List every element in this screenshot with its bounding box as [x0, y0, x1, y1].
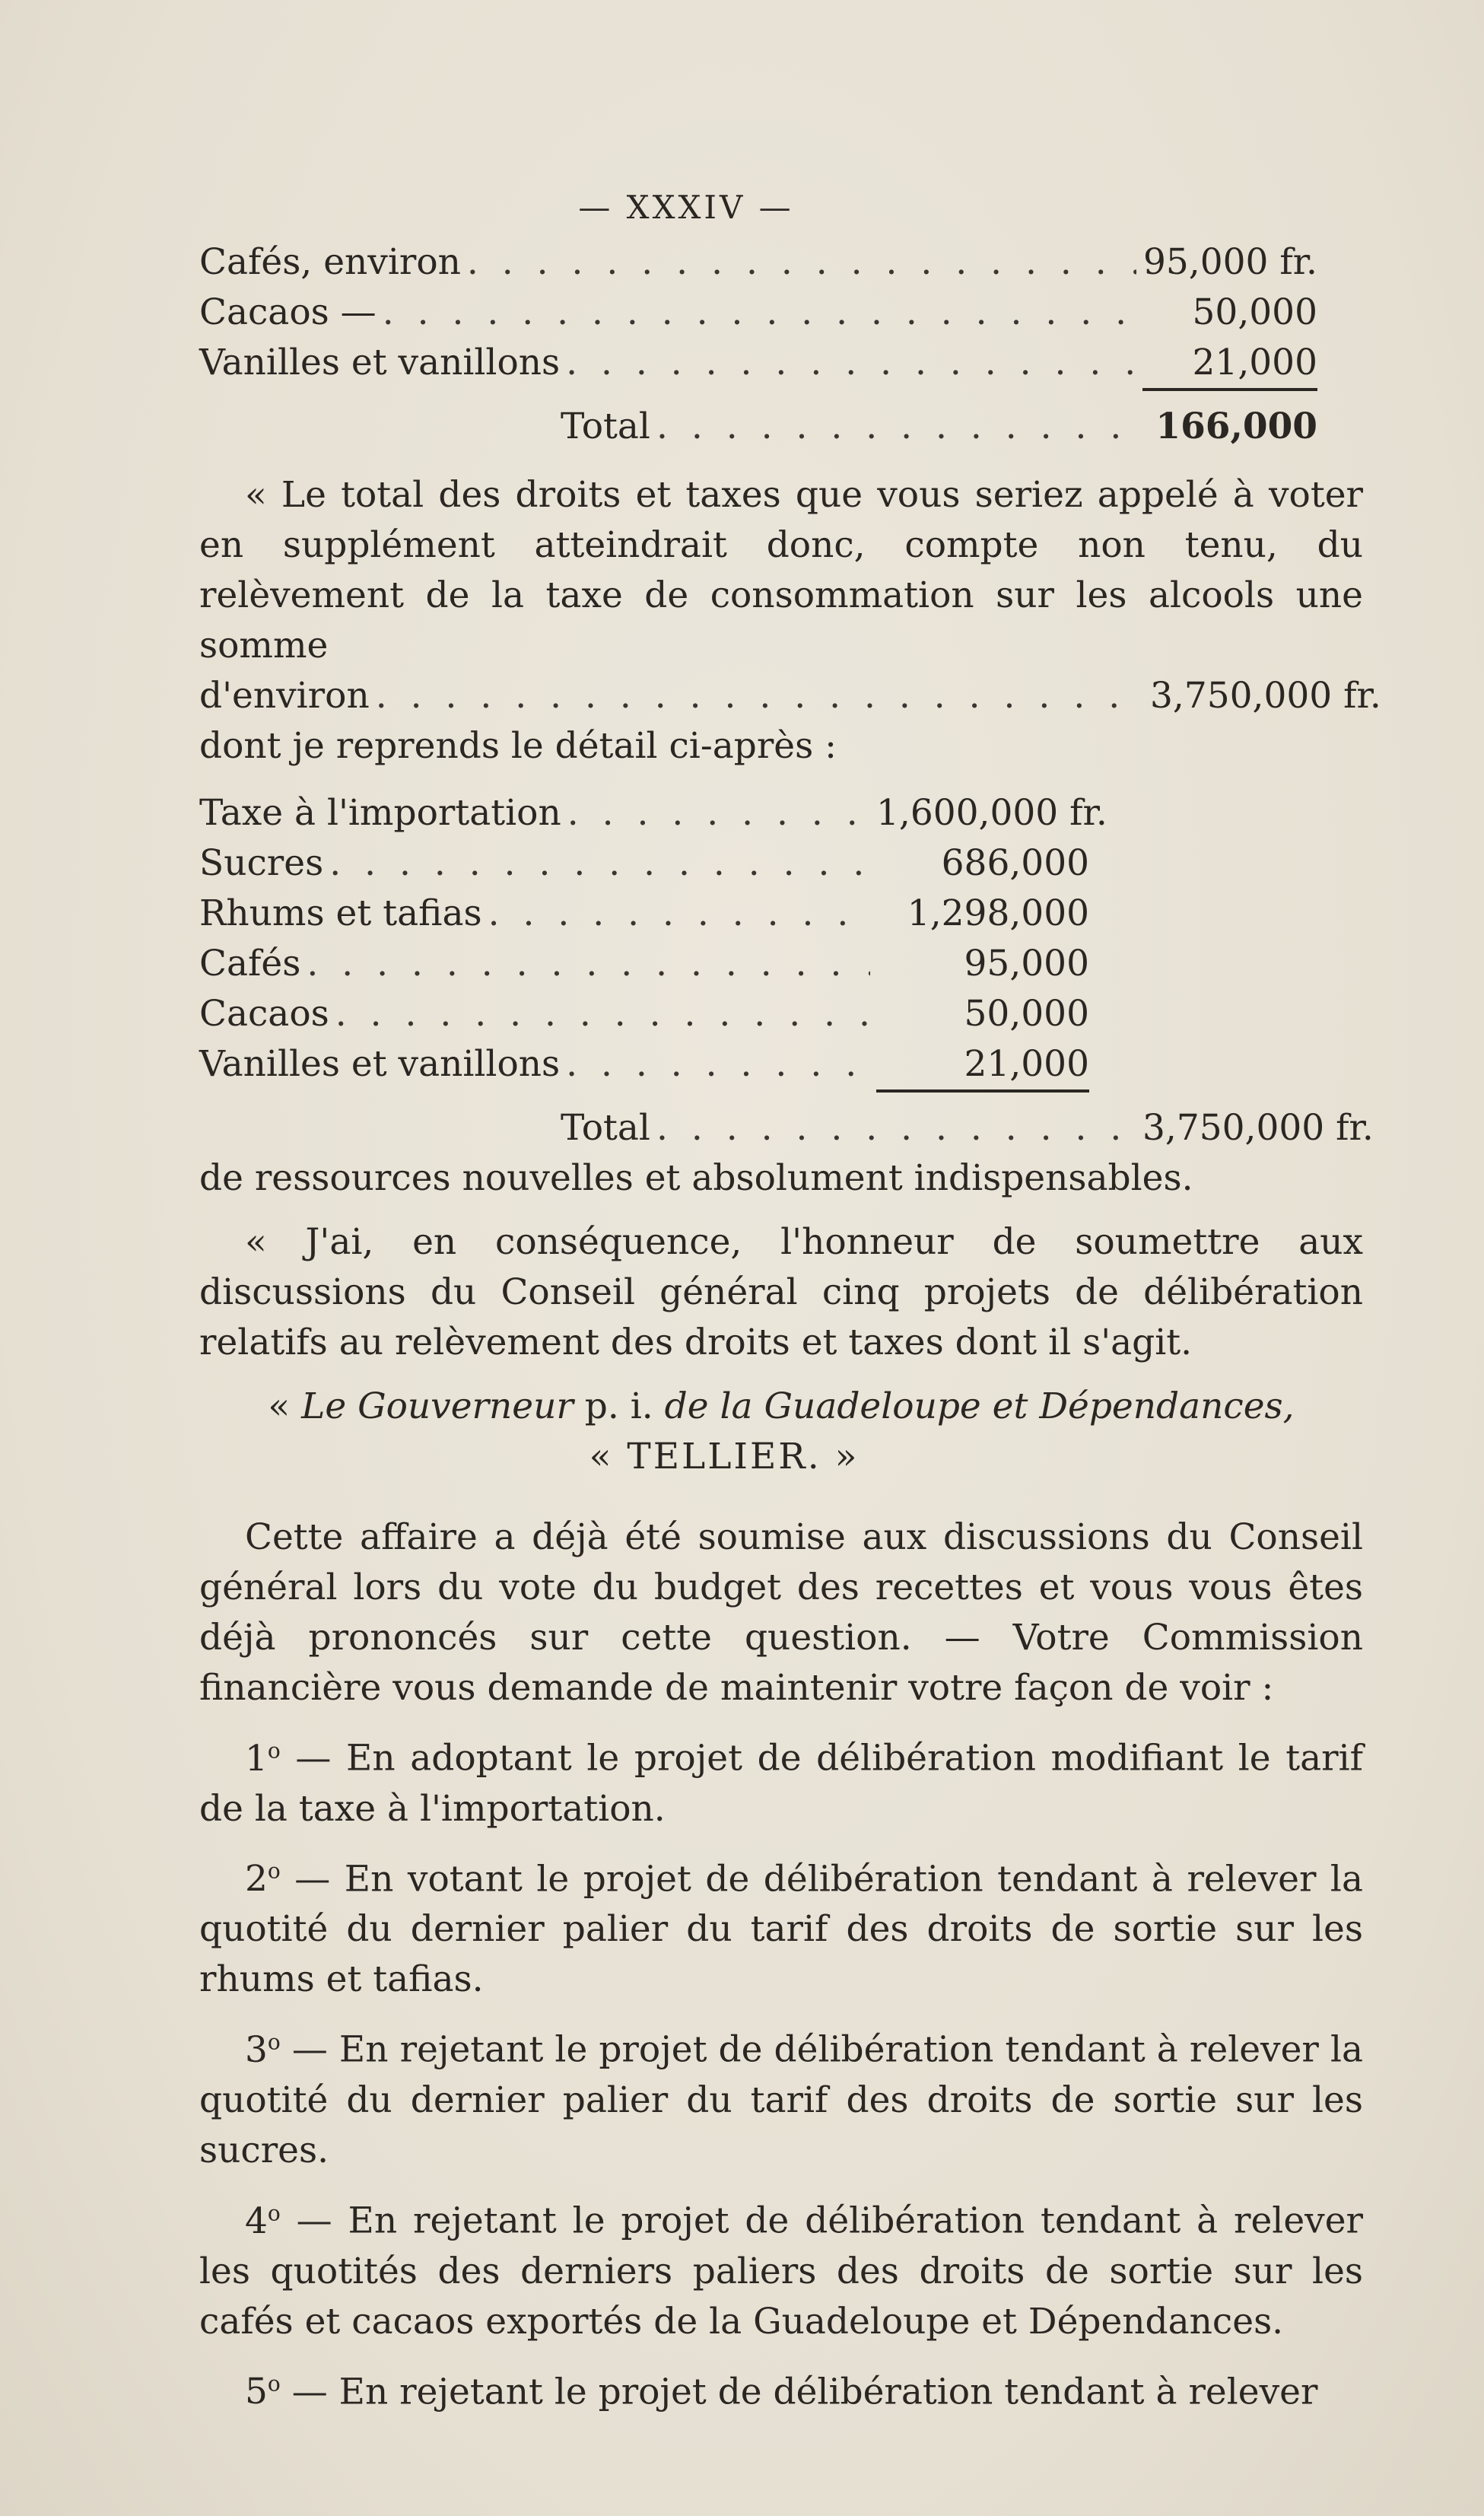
paragraph: « Le total des droits et taxes que vous seriez appelé à voter en supplément atteindrait donc, compte non tenu, du relèvement de la taxe de consommation sur les alcools une somme [199, 474, 1363, 666]
detail-table [199, 788, 1374, 1153]
amount-row [199, 671, 1381, 721]
paragraph: de ressources nouvelles et absolument indispensables. [199, 1157, 1193, 1199]
leader-dots [656, 1103, 1136, 1153]
row-label: Rhums et tafias [199, 892, 482, 934]
list-item [199, 1846, 1363, 2005]
table-row [199, 838, 1089, 889]
leader-dots [656, 402, 1136, 452]
paragraph: « J'ai, en conséquence, l'honneur de soumettre aux discussions du Conseil général cinq projets de délibération relatifs au relèvement des droits et taxes dont il s'agit. [199, 1221, 1363, 1363]
signature-line [199, 1382, 1363, 1432]
table-row [199, 989, 1089, 1039]
table-row [199, 1039, 1089, 1093]
summary-table [199, 237, 1363, 452]
signer-title: Le Gouverneur [301, 1385, 574, 1427]
leader-dots [488, 889, 870, 939]
list-item [199, 2017, 1363, 2176]
signer-role: p. i. [573, 1385, 665, 1427]
item-number: 2$^o$ [245, 1858, 281, 1901]
row-label: Vanilles et vanillons [199, 1043, 561, 1085]
item-number: 3$^o$ [245, 2028, 281, 2071]
page-number-header: — XXXIV — [578, 189, 794, 226]
page-content [199, 183, 1381, 2417]
signer-name: « TELLIER. » [589, 1436, 860, 1477]
table-row [199, 237, 1317, 288]
total-row [199, 1103, 1374, 1153]
item-number: 1$^o$ [245, 1737, 281, 1780]
row-label: Vanilles et vanillons [199, 342, 561, 383]
row-value: 50,000 [964, 993, 1089, 1035]
total-value: 3,750,000 fr. [1142, 1107, 1374, 1149]
row-value: 3,750,000 fr. [1150, 675, 1381, 717]
leader-dots [566, 1039, 870, 1089]
leader-dots [467, 237, 1136, 288]
leader-dots [335, 989, 870, 1039]
quote-mark: « [268, 1385, 302, 1427]
row-label: Taxe à l'importation [199, 792, 561, 834]
paragraph: dont je reprends le détail ci-après : [199, 725, 837, 767]
row-value: 95,000 [964, 943, 1089, 984]
row-label: Cafés, environ [199, 241, 461, 283]
table-row [199, 288, 1317, 338]
total-label: Total [561, 1107, 650, 1149]
row-value: 50,000 [1192, 291, 1317, 333]
list-item [199, 1726, 1363, 1834]
item-text: — En rejetant le projet de délibération tendant à relever la quotité du dernier palier du tarif des droits de sortie sur les sucres. [199, 2028, 1363, 2171]
table-row [199, 889, 1089, 939]
list-item [199, 2359, 1363, 2418]
leader-dots [383, 288, 1136, 338]
paragraph: Cette affaire a déjà été soumise aux discussions du Conseil général lors du vote du budget des recettes et vous vous êtes déjà prononcés sur cette question. — Votre Commission financière vous demande de maintenir votre façon de voir : [199, 1516, 1363, 1709]
leader-dots [329, 838, 870, 889]
row-value: 21,000 [1142, 338, 1317, 391]
item-text: — En rejetant le projet de délibération tendant à relever [280, 2371, 1318, 2413]
item-number: 4$^o$ [245, 2200, 281, 2242]
row-label: Cacaos [199, 993, 329, 1035]
leader-dots [307, 939, 870, 989]
row-label: Sucres [199, 842, 324, 884]
row-value: 21,000 [876, 1039, 1089, 1093]
table-row [199, 788, 1107, 838]
item-text: — En votant le projet de délibération tendant à relever la quotité du dernier palier du tarif des droits de sortie sur les rhums et tafias. [199, 1858, 1363, 2001]
row-label: Cacaos — [199, 291, 377, 333]
row-label: Cafés [199, 943, 301, 984]
list-item [199, 2188, 1363, 2347]
total-row [199, 402, 1317, 452]
total-label: Total [561, 406, 650, 447]
item-number: 5$^o$ [245, 2371, 281, 2413]
leader-dots [566, 338, 1136, 388]
row-value: 1,600,000 fr. [876, 792, 1107, 834]
item-text: — En rejetant le projet de délibération tendant à relever les quotités des derniers paliers des droits de sortie sur les cafés et cacaos exportés de la Guadeloupe et Dépendances. [199, 2200, 1363, 2343]
total-value: 166,000 [1155, 406, 1317, 447]
row-value: 1,298,000 [907, 892, 1089, 934]
item-text: — En adoptant le projet de délibération modifiant le tarif de la taxe à l'importation. [199, 1737, 1363, 1830]
signer-place: de la Guadeloupe et Dépendances, [664, 1385, 1295, 1427]
row-value: 686,000 [941, 842, 1089, 884]
row-value: 95,000 fr. [1142, 241, 1317, 283]
leader-dots [567, 788, 870, 838]
table-row [199, 338, 1317, 391]
table-row [199, 939, 1089, 989]
leader-dots [376, 671, 1144, 721]
row-label: d'environ [199, 675, 370, 717]
